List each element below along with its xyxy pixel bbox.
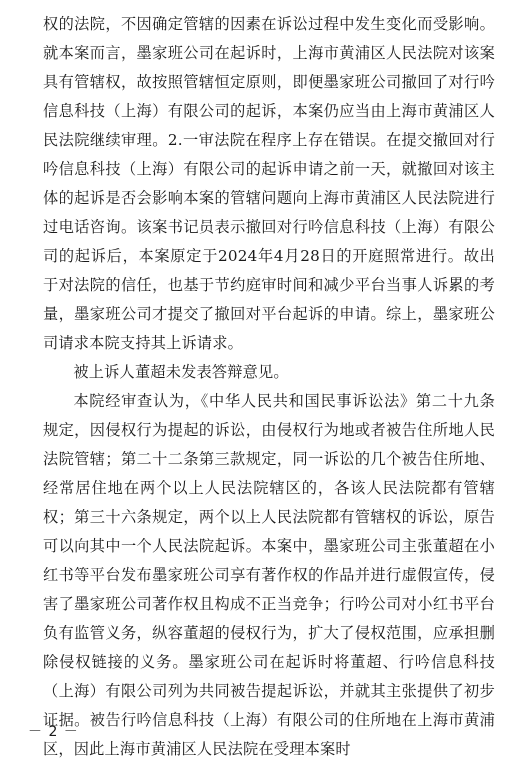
paragraph-appellant-reasons: 权的法院，不因确定管辖的因素在诉讼过程中发生变化而受影响。就本案而言，墨家班公司在起诉时，上海市黄浦区人民法院对该案具有管辖权，故按照管辖恒定原则，即便墨家班公司撤回了对行吟信息科技（上海）有限公司的起诉，本案仍应当由上海市黄浦区人民法院继续审理。2.一审法院在程序上存在错误。在提交撤回对行吟信息科技（上海）有限公司的起诉申请之前一天，就撤回对该主体的起诉是否会影响本案的管辖问题向上海市黄浦区人民法院进行过电话咨询。该案书记员表示撤回对行吟信息科技（上海）有限公司的起诉后，本案原定于2024年4月28日的开庭照常进行。故出于对法院的信任，也基于节约庭审时间和减少平台当事人诉累的考量，墨家班公司才提交了撤回对平台起诉的申请。综上，墨家班公司请求本院支持其上诉请求。 <box>43 15 495 352</box>
paragraph-court-opinion: 本院经审查认为，《中华人民共和国民事诉讼法》第二十九条规定，因侵权行为提起的诉讼，由侵权行为地或者被告住所地人民法院管辖；第二十二条第三款规定，同一诉讼的几个被告住所地、经常居住地在两个以上人民法院辖区的，各该人民法院都有管辖权；第三十六条规定，两个以上人民法院都有管辖权的诉讼，原告可以向其中一个人民法院起诉。本案中，墨家班公司主张董超在小红书等平台发布墨家班公司享有著作权的作品并进行虚假宣传，侵害了墨家班公司著作权且构成不正当竞争；行吟公司对小红书平台负有监管义务，纵容董超的侵权行为，扩大了侵权范围，应承担删除侵权链接的义务。墨家班公司在起诉时将董超、行吟信息科技（上海）有限公司列为共同被告提起诉讼，并就其主张提供了初步证据。被告行吟信息科技（上海）有限公司的住所地在上海市黄浦区，因此上海市黄浦区人民法院在受理本案时 <box>43 392 495 758</box>
document-body <box>43 10 495 764</box>
paragraph-appellee-response: 被上诉人董超未发表答辩意见。 <box>73 363 289 381</box>
page-number: － 2 － <box>28 724 79 740</box>
